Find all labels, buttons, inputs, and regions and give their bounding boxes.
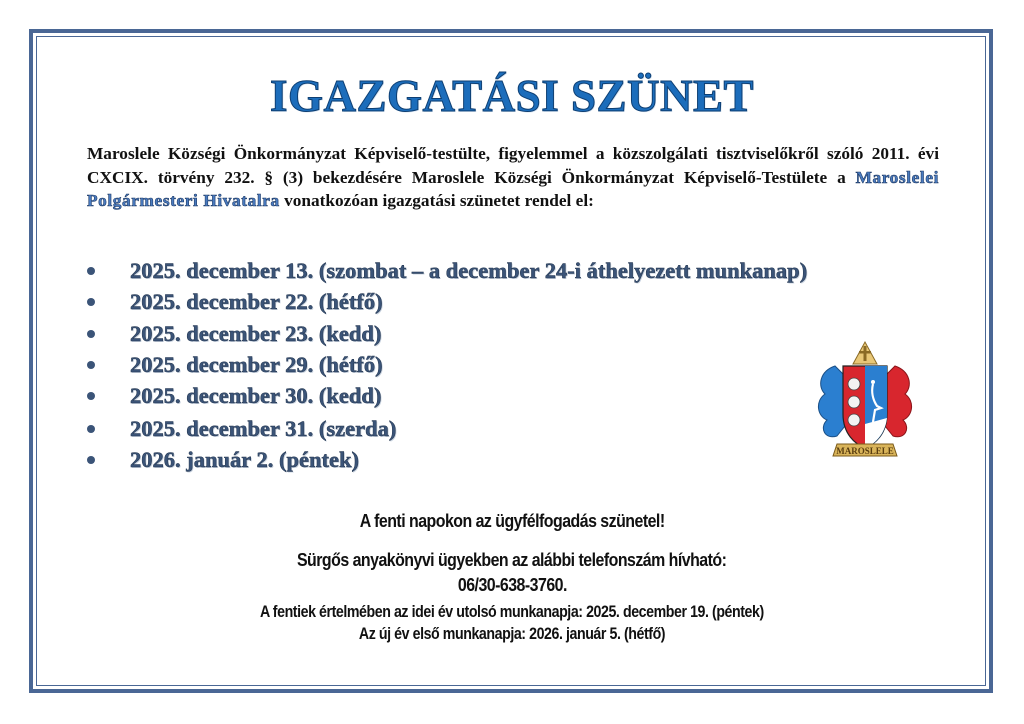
reception-closed-notice: A fenti napokon az ügyfélfogadás szünetel! — [359, 510, 665, 531]
last-workday-text: A fentiek értelmében az idei év utolsó munkanapja: 2025. december 19. (péntek) — [260, 603, 764, 621]
page-title: IGAZGATÁSI SZÜNET — [269, 71, 755, 121]
office-name-highlight: Maroslelei Polgármesteri Hivatalra — [87, 167, 939, 210]
coat-of-arms-icon — [815, 336, 915, 464]
urgent-matters-text: Sürgős anyakönyvi ügyekben az alábbi telefonszám hívható: — [297, 549, 727, 570]
phone-number: 06/30-638-3760. — [457, 574, 567, 595]
first-workday-text: Az új év első munkanapja: 2026. január 5. (hétfő) — [358, 625, 666, 643]
bullet-icon — [87, 361, 95, 369]
intro-text-part1: Maroslele Községi Önkormányzat Képviselő-testülte, figyelemmel a közszolgálati tisztviselőkről szóló 2011. évi CXCIX. törvény 232. § (3) bekezdésére Maroslele Községi Önkormányzat Képviselő-Testülete a — [87, 144, 939, 187]
intro-paragraph — [87, 142, 939, 213]
bullet-icon — [87, 267, 95, 275]
svg-text:MAROSLELE: MAROSLELE — [836, 446, 894, 456]
intro-text-part2: vonatkozóan igazgatási szünetet rendel el: — [279, 191, 594, 210]
bullet-icon — [87, 330, 95, 338]
